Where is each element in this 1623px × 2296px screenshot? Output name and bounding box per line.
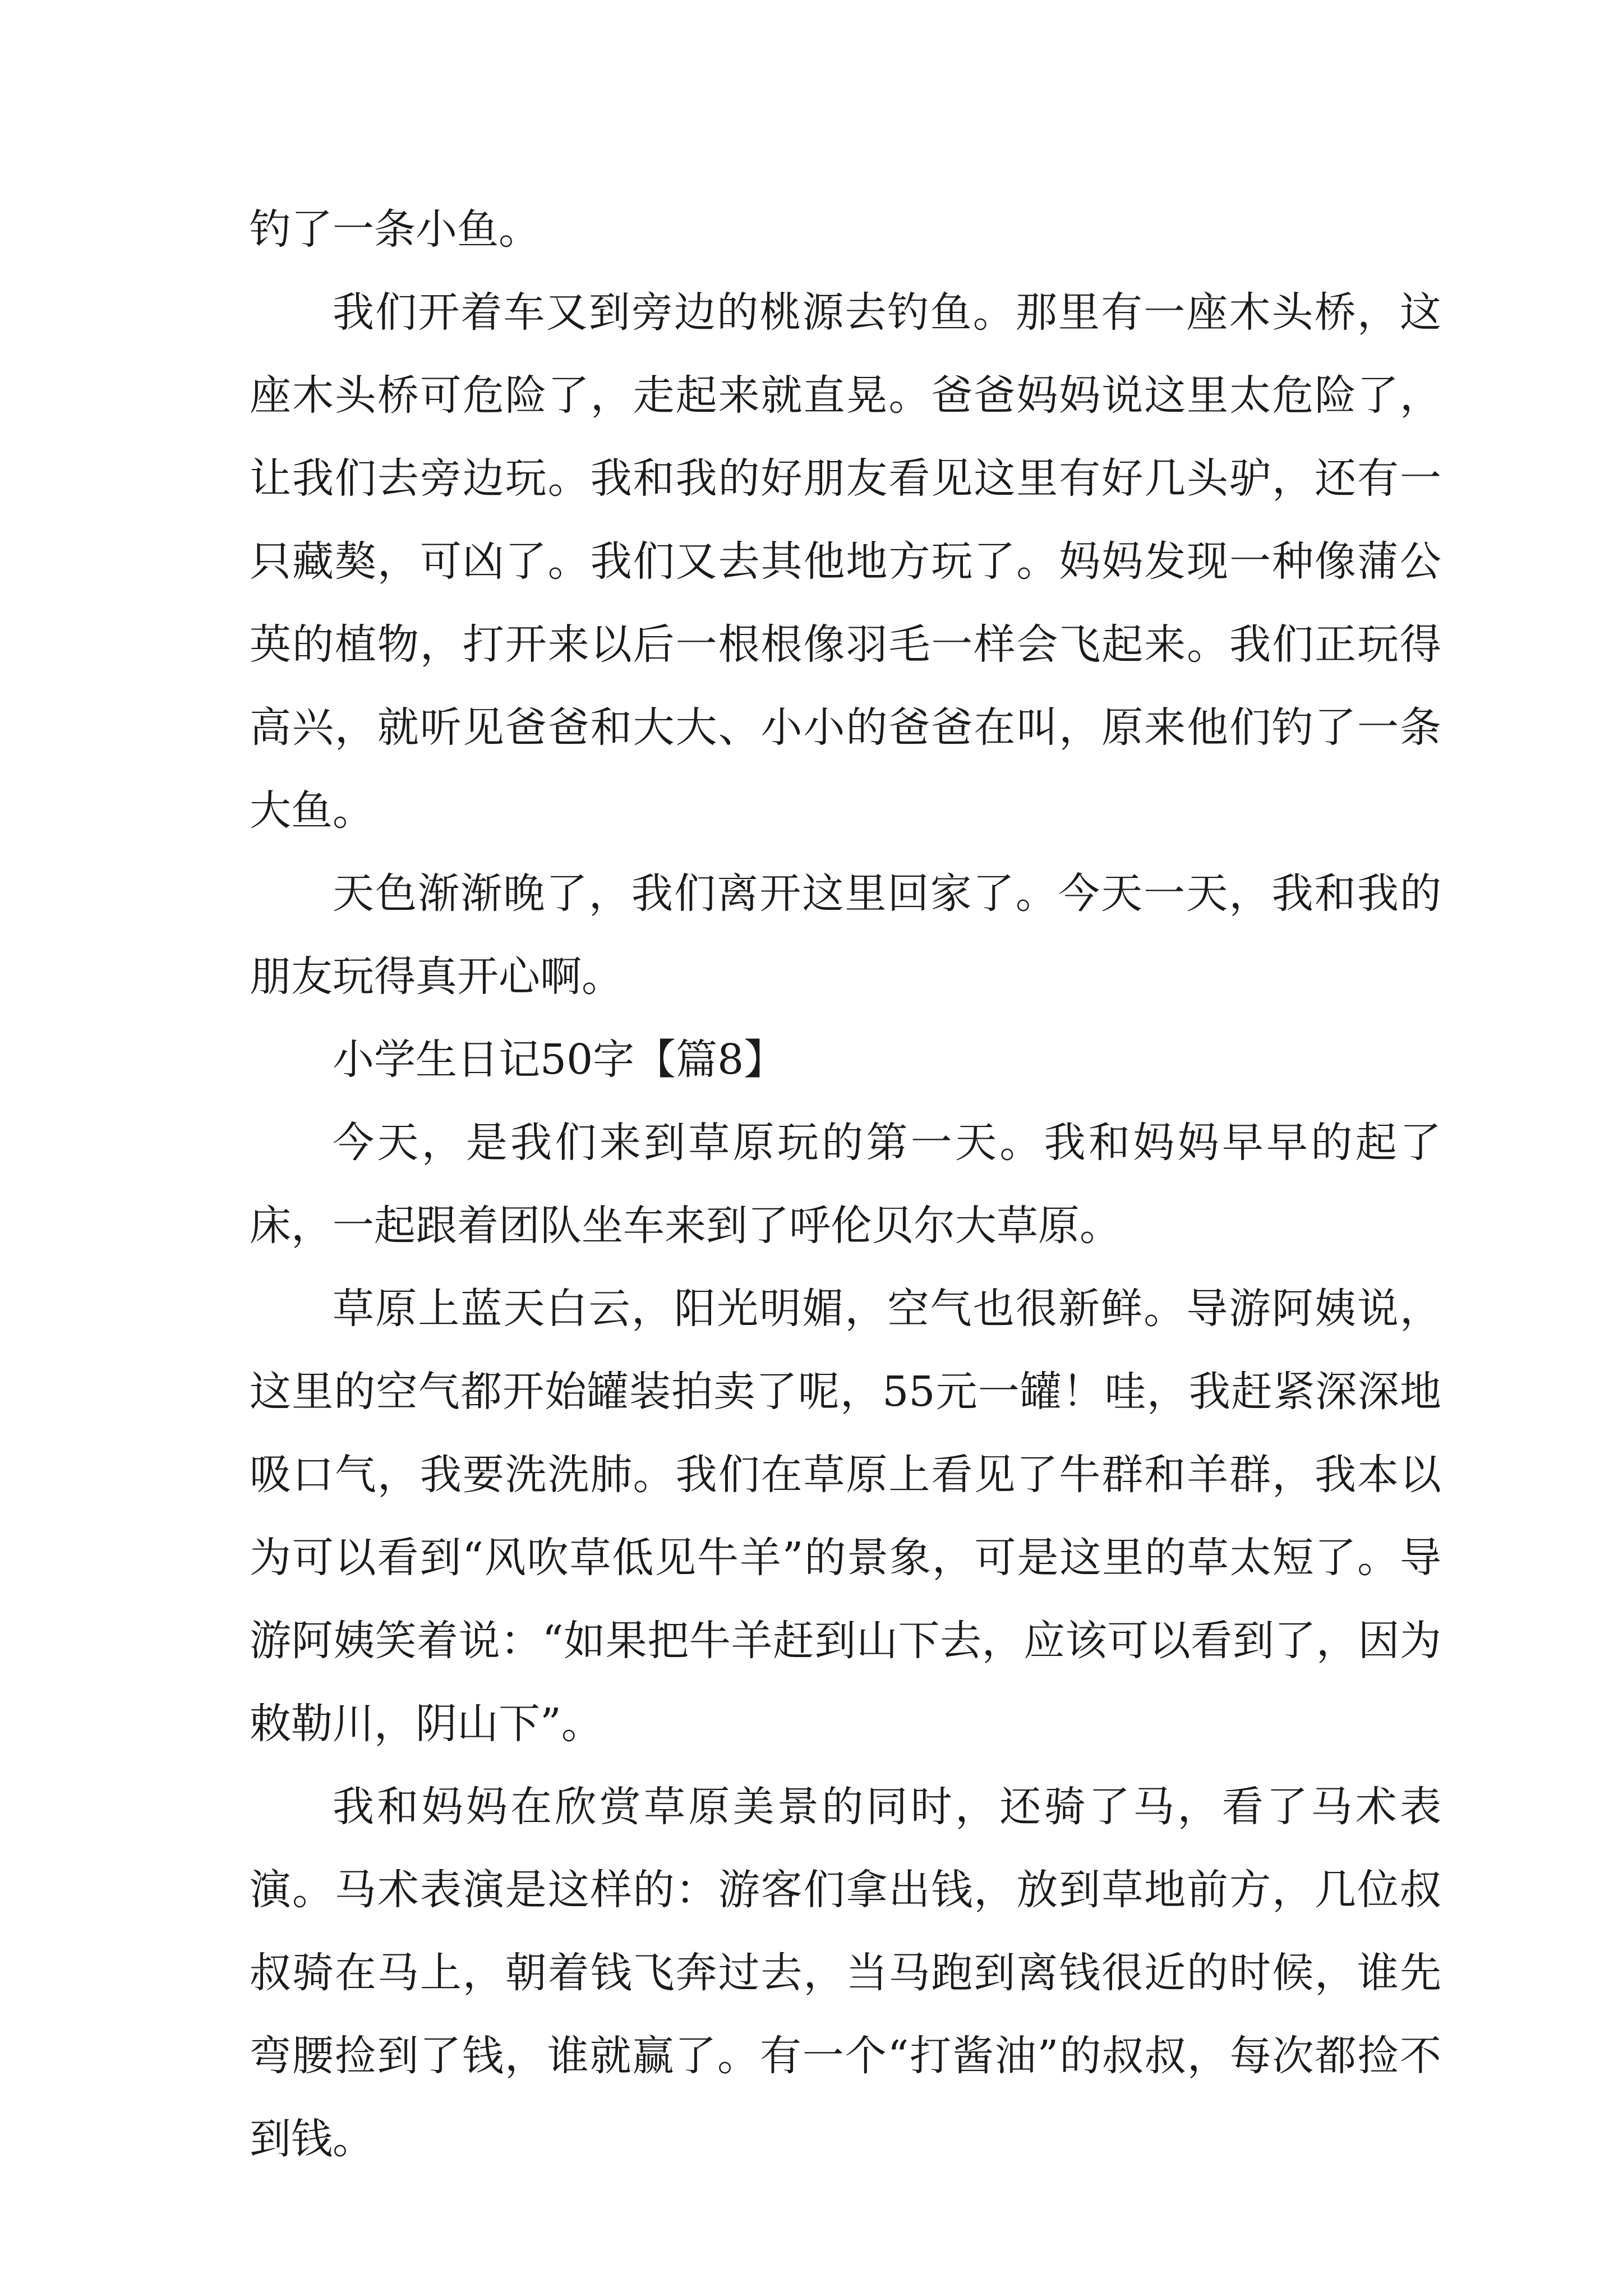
paragraph-continuation: 钓了一条小鱼。 — [250, 205, 540, 254]
document-body — [250, 188, 1441, 2180]
section-heading: 小学生日记50字【篇8】 — [333, 1036, 786, 1084]
paragraph-going-home: 天色渐渐晚了，我们离开这里回家了。今天一天，我和我的朋友玩得真开心啊。 — [250, 869, 1441, 1001]
paragraph-grassland-day-one: 今天，是我们来到草原玩的第一天。我和妈妈早早的起了床，一起跟着团队坐车来到了呼伦贝尔大草原。 — [250, 1119, 1441, 1250]
paragraph-grassland-scenery: 草原上蓝天白云，阳光明媚，空气也很新鲜。导游阿姨说，这里的空气都开始罐装拍卖了呢，55元一罐！哇，我赶紧深深地吸口气，我要洗洗肺。我们在草原上看见了牛群和羊群，我本以为可以看到“风吹草低见牛羊”的景象，可是这里的草太短了。导游阿姨笑着说：“如果把牛羊赶到山下去，应该可以看到了，因为敕勒川，阴山下”。 — [250, 1285, 1441, 1748]
paragraph-taoyuan-fishing: 我们开着车又到旁边的桃源去钓鱼。那里有一座木头桥，这座木头桥可危险了，走起来就直晃。爸爸妈妈说这里太危险了，让我们去旁边玩。我和我的好朋友看见这里有好几头驴，还有一只藏獒，可凶了。我们又去其他地方玩了。妈妈发现一种像蒲公英的植物，打开来以后一根根像羽毛一样会飞起来。我们正玩得高兴，就听见爸爸和大大、小小的爸爸在叫，原来他们钓了一条大鱼。 — [250, 288, 1441, 835]
paragraph-horse-show: 我和妈妈在欣赏草原美景的同时，还骑了马，看了马术表演。马术表演是这样的：游客们拿出钱，放到草地前方，几位叔叔骑在马上，朝着钱飞奔过去，当马跑到离钱很近的时候，谁先弯腰捡到了钱，谁就赢了。有一个“打酱油”的叔叔，每次都捡不到钱。 — [250, 1783, 1441, 2163]
